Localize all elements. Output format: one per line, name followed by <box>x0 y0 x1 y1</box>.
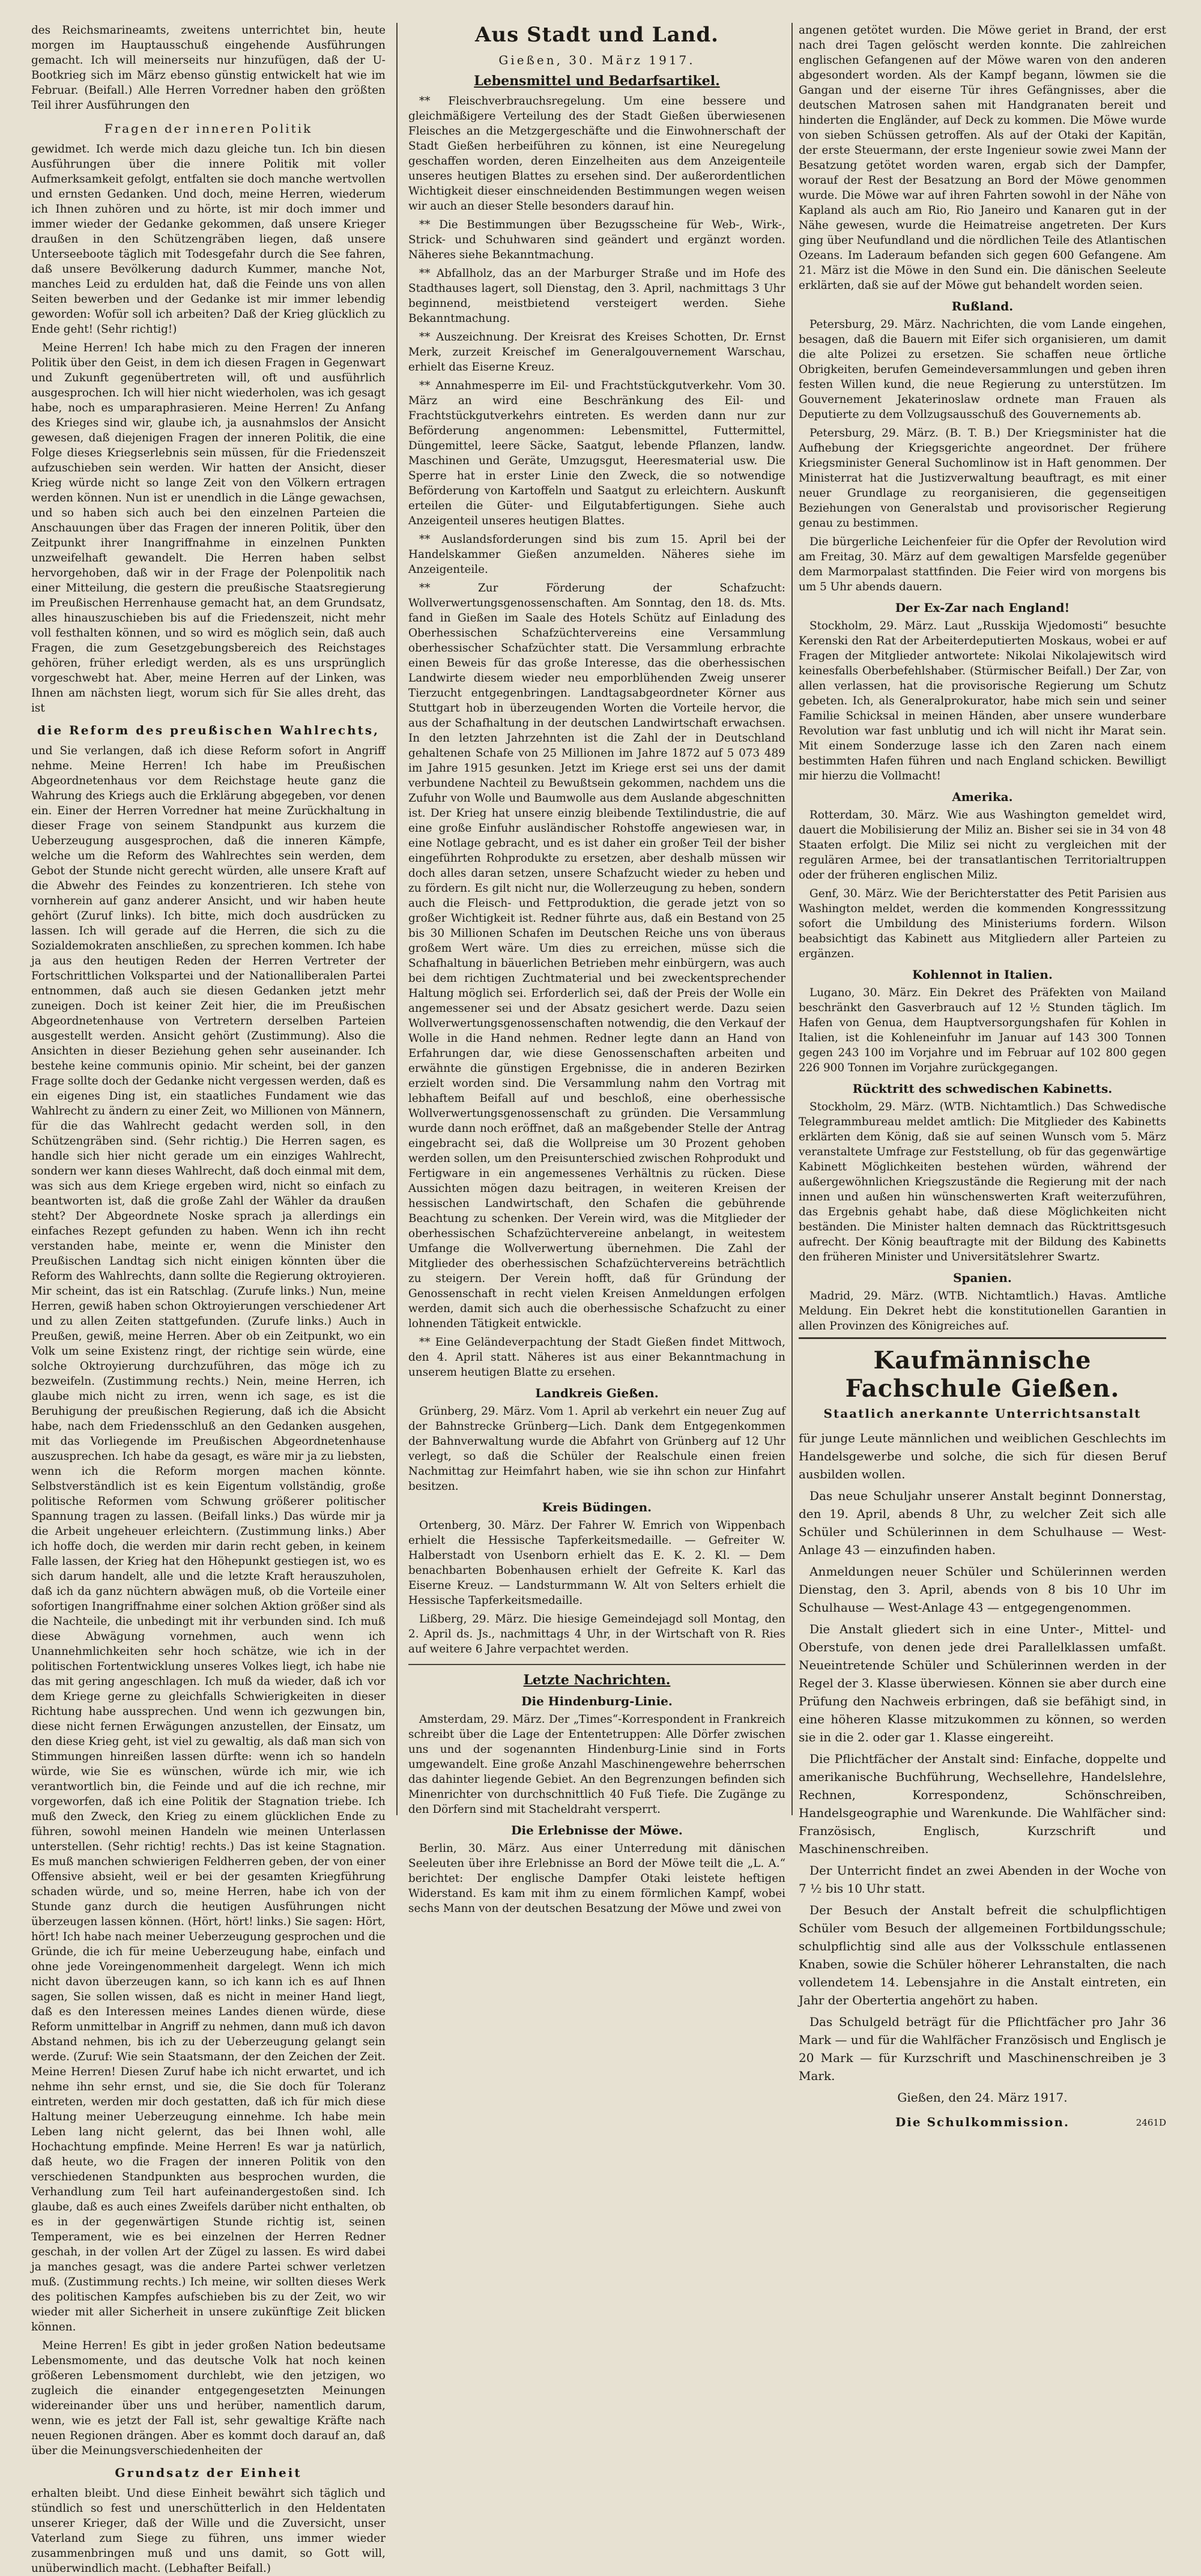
paragraph: und Sie verlangen, daß ich diese Reform sofort in Angriff nehme. Meine Herren! Ich habe im Preußischen Abgeordnetenhaus vor dem Reichstage heute ganz die Wahrung des Kriegs auch die Erklärung abgegeben, vor denen ein. Einer der Herren Vorredner hat meine Zurückhaltung in dieser Frage von seinem Standpunkt aus kurzem die Ueberzeugung ausgesprochen, daß die inneren Kämpfe, welche um die Reform des Wahlrechtes sein werden, dem Gebot der Stunde nicht gerecht würden, alle unsere Kraft auf die Abwehr des Feindes zu konzentrieren. Ich stehe von vornherein auf ganz anderer Ansicht, und wir haben heute gehört (Zuruf links). Ich bitte, mich doch ausdrücken zu lassen. Ich will gerade auf die Herren, die sich zu die Sozialdemokraten anschließen, zu sprechen kommen. Ich habe ja aus den heutigen Reden der Herren Vertreter der Fortschrittlichen Volkspartei und der Nationalliberalen Partei entnommen, daß auch sie diesen Gedanken jetzt mehr zuneigen. Doch ist keiner Zeit hier, die im Preußischen Abgeordnetenhause von Vertretern derselben Parteien ausgestellt werden. Ansicht gehört (Zustimmung). Also die Ansichten in dieser Beziehung gehen sehr auseinander. Ich bestehe keine communis opinio. Mir scheint, bei der ganzen Frage sollte doch der Gedanke nicht vergessen werden, daß es ein eigenes Ding ist, ein staatliches Fundament wie das Wahlrecht zu ändern zu einer Zeit, wo Millionen von Männern, für die das Wahlrecht gedacht werden soll, in den Schützengräben sind. (Sehr richtig.) Die Herren sagen, es handle sich hier nicht gerade um ein einziges Wahlrecht, sondern wer kann dieses Wahlrecht, daß doch einmal mit dem, was sich aus dem Kriege ergeben wird, nicht so einfach zu beantworten ist, daß die große Zahl der Wähler da draußen steht? Der Abgeordnete Noske sprach ja allerdings ein einfaches Rezept gefunden zu haben. Wenn ich ihn recht verstanden habe, meinte er, wenn die Minister den Preußischen Landtag sich nicht einigen könnten über die Reform des Wahlrechts, dann sollte die Regierung oktroyieren. Mir scheint, das ist ein Ratschlag. (Zurufe links.) Nun, meine Herren, gewiß haben schon Oktroyierungen verschiedener Art und zu allen Zeiten stattgefunden. (Zurufe links.) Auch in Preußen, gewiß, meine Herren. Aber ob ein Zeitpunkt, wo ein Volk um seine Existenz ringt, der richtige sein würde, eine solche Oktroyierung durchzuführen, das möge ich zu bezweifeln. (Zustimmung rechts.) Nein, meine Herren, ich glaube mich nicht zu irren, wenn ich sage, es ist die Beruhigung der preußischen Regierung, daß ich die Absicht habe, nach dem Friedensschluß an den Gedanken ausgehen, mit das Vorliegende im Preußischen Abgeordnetenhause auszusprechen. Ich habe da gesagt, es wäre mir ja zu liebsten, wenn ich die Reform morgen machen könnte. Selbstverständlich ist es kein Eigentum vollständig, große politische Reformen vom Schwung größerer politischer Spannung tragen zu lassen. (Beifall links.) Das würde mir ja die Arbeit ungeheuer erleichtern. (Zustimmung links.) Aber ich hoffe doch, die werden mir darin recht geben, in keinem Falle lassen, der Krieg hat den Höhepunkt gestiegen ist, wo es sich darum handelt, alle und die letzte Kraft herauszuholen, daß ich da ganz nüchtern abwägen muß, ob die Vorteile einer sofortigen Inangriffnahme einer solchen Aktion größer sind als die Nachteile, die unbedingt mit ihr verbunden sind. Ich muß diese Abwägung vornehmen, auch wenn ich Unannehmlichkeiten sehr hoch schätze, wie ich in der politischen Fortentwicklung unseres Volkes liegt, ich habe nie das mit gering angeschlagen. Ich muß da wieder, daß ich vor dem Kriege gerne zu gleichfalls Schwierigkeiten in dieser Richtung habe aussprechen. Und wenn ich gezwungen bin, diese nicht fernen Erwägungen anzustellen, der Einsatz, um den diese Krieg geht, ist viel zu gewaltig, als daß man sich von Stimmungen hinreißen lassen dürfte: wenn ich so handeln würde, wie Sie es wünschen, würde ich mir, wie ich verantwortlich bin, die Feinde und auf die ich rechne, mir vorgeworfen, daß ich eine Politik der Stagnation triebe. Ich muß den Zweck, den Krieg zu einem glücklichen Ende zu führen, sowohl meinen Handeln wie meinen Unterlassen unterstellen. (Sehr richtig! rechts.) Das ist keine Stagnation. Es muß manchen schwierigen Feldherren geben, der von einer Offensive absieht, weil er bei der gesamten Kriegführung schaden würde, und so, meine Herren, habe ich von der Stunde ganz durch die heutigen Ausführungen nicht überzeugen lassen können. (Hört, hört! links.) Sie sagen: Hört, hört! Ich habe nach meiner Ueberzeugung gesprochen und die Gründe, die ich für meine Ueberzeugung habe, einfach und ohne jede Voreingenommenheit dargelegt. Wenn ich mich nicht davon überzeugen kann, so ich kann ich es auf Ihnen sagen, Sie sollen wissen, daß es nicht in meiner Hand liegt, daß es den Interessen meines Landes dienen würde, diese Reform unmittelbar in Angriff zu nehmen, dann muß ich davon Abstand nehmen, bis ich zu der Ueberzeugung gelangt sein werde. (Zuruf: Wie sein Staatsmann, der den Zeichen der Zeit. Meine Herren! Diesen Zuruf habe ich nicht erwartet, und ich nehme ihn sehr ernst, und sie, die Sie doch für Toleranz eintreten, werden mir doch gestatten, daß ich für mich diese Haltung meiner Ueberzeugung einnehme. Ich habe mein Leben lang nicht gelernt, das bei Ihnen wohl, alle Hochachtung empfinde. Meine Herren! Es war ja natürlich, daß heute, wo die Fragen der inneren Politik von den verschiedenen Standpunkten aus besprochen wurden, die Verhandlung zum Teil hart aufeinandergestoßen sind. Ich glaube, daß es auch eines Zweifels darüber nicht enthalten, ob es in der gegenwärtigen Stunde richtig ist, seinen Temperament, wie es bei einzelnen der Herren Redner geschah, in der vollen Art der Zügel zu lassen. Es wird dabei ja manches gesagt, was die andere Partei schwer verletzen muß. (Zustimmung rechts.) Ich meine, wir sollten dieses Werk des politischen Kampfes aufschieben bis zu der Zeit, wo wir wieder mit aller Sicherheit in unsere zukünftige Zeit blicken können. <box>31 745 386 2333</box>
article: ** Zur Förderung der Schafzucht: Wollverwertungsgenossenschaften. Am Sonntag, den 18. ds. Mts. fand in Gießen im Saale des Hotels Schütz auf Einladung des Oberhessischen Schafzüchtervereins eine Versammlung oberhessischer Schafzüchter statt. Die Versammlung erbrachte einen Beweis für das große Interesse, das die oberhessischen Landwirte diesem wieder neu emporblühenden Zweig unserer Tierzucht entgegenbringen. Landtagsabgeordneter Körner aus Stuttgart hob in überzeugenden Worten die Vorteile hervor, die aus der Schafhaltung in der deutschen Landwirtschaft erwachsen. In den letzten Jahrzehnten ist die Zahl der in Deutschland gehaltenen Schafe von 25 Millionen im Jahre 1872 auf 5 073 489 im Jahre 1915 gesunken. Jetzt im Kriege erst sei uns der damit verbundene Nachteil zu Bewußtsein gekommen, nachdem uns die Zufuhr von Wolle und Baumwolle aus dem Auslande abgeschnitten ist. Der Krieg hat unsere einzig bleibende Textilindustrie, die auf eine große Einfuhr ausländischer Rohstoffe angewiesen war, in eine Notlage gebracht, und es ist daher ein großer Teil der bisher eingeführten Rohprodukte zu ersetzen, aber deshalb müssen wir doch alles daran setzen, unsere Schafzucht wieder zu heben und zu fördern. Es gilt nicht nur, die Wollerzeugung zu heben, sondern auch die Fleisch- und Fettproduktion, die gerade jetzt von so großer Wichtigkeit ist. Redner führte aus, daß ein Bestand von 25 bis 30 Millionen Schafen im Deutschen Reiche uns von überaus großem Wert wäre. Um dies zu erreichen, müsse sich die Schafhaltung in bäuerlichen Betrieben mehr einbürgern, was auch bei dem richtigen Zuchtmaterial und bei zweckentsprechender Haltung möglich sei. Erforderlich sei, daß der Preis der Wolle ein angemessener sei und der Absatz gesichert werde. Dazu seien Wollverwertungsgenossenschaften notwendig, die den Verkauf der Wolle in die Hand nehmen. Redner legte dann an Hand von Erfahrungen dar, wie diese Genossenschaften arbeiten und erwähnte die günstigen Ergebnisse, die in anderen Bezirken erzielt worden sind. Die Versammlung nahm den Vortrag mit lebhaftem Beifall auf und beschloß, eine oberhessische Wollverwertungsgenossenschaft zu gründen. Die Versammlung wurde dann noch eröffnet, daß an maßgebender Stelle der Antrag eingebracht sei, daß die Wollpreise um 30 Prozent gehoben werden sollen, um den Preisunterschied zwischen Rohprodukt und Fertigware in ein angemessenes Verhältnis zu rücken. Diese Aussichten mögen dazu beitragen, in weiteren Kreisen der hessischen Landwirtschaft, den Schafen die gebührende Beachtung zu schenken. Der Verein wird, was die Mitglieder der oberhessischen Schafzüchtervereine anbelangt, in weitestem Umfange die Wollverwertung übernehmen. Die Zahl der Mitglieder des oberhessischen Schafzüchtervereins beträchtlich zu steigern. Der Verein hofft, daß für Gründung der Genossenschaft in recht vielen Kreisen Anmeldungen erfolgen werden, damit sich auch die oberhessische Schafzucht zu einer lohnenden Tätigkeit entwickle. <box>408 582 785 1330</box>
section-heading: Kreis Büdingen. <box>542 1500 652 1514</box>
ad-paragraph: Die Pflichtfächer der Anstalt sind: Einfache, doppelte und amerikanische Buchführung, Wechsellehre, Handelslehre, Rechnen, Korrespondenz, Schönschreiben, Handelsgeographie und Warenkunde. Die Wahlfächer sind: Französisch, Englisch, Kurzschrift und Maschinenschreiben. <box>799 1752 1166 1856</box>
article: Rotterdam, 30. März. Wie aus Washington gemeldet wird, dauert die Mobilisierung der Miliz an. Bisher sei sie in 34 von 48 Staaten erfolgt. Die Miliz sei nicht zu vergleichen mit der regulären Armee, bei der transatlantischen Territorialtruppen oder der früheren englischen Miliz. <box>799 809 1166 881</box>
ad-number: 2461D <box>1136 2117 1166 2128</box>
article: ** Abfallholz, das an der Marburger Straße und im Hofe des Stadthauses lagert, soll Dienstag, den 3. April, nachmittags 3 Uhr beginnend, meistbietend versteigert werden. Siehe Bekanntmachung. <box>408 267 785 325</box>
ad-paragraph: Der Unterricht findet an zwei Abenden in der Woche von 7 ½ bis 10 Uhr statt. <box>799 1863 1166 1896</box>
ad-subtitle: Staatlich anerkannte Unterrichtsanstalt <box>823 1406 1142 1421</box>
section-heading: Der Ex-Zar nach England! <box>895 600 1070 615</box>
ad-paragraph: Das neue Schuljahr unserer Anstalt beginnt Donnerstag, den 19. April, abends 8 Uhr, zu welcher Zeit sich alle Schüler und Schülerinnen in dem Schulhause — West-Anlage 43 — einzufinden haben. <box>799 1489 1166 1557</box>
article: Lugano, 30. März. Ein Dekret des Präfekten von Mailand beschränkt den Gasverbrauch auf 12 ½ Stunden täglich. Im Hafen von Genua, dem Hauptversorgungshafen für Kohlen in Italien, ist die Kohleneinfuhr im Januar auf 143 300 Tonnen gegen 243 100 im Vorjahre und im Februar auf 102 800 gegen 226 900 Tonnen im Vorjahre zurückgegangen. <box>799 987 1166 1074</box>
ad-signature: Die Schulkommission. <box>895 2115 1069 2129</box>
article: Petersburg, 29. März. Nachrichten, die vom Lande eingehen, besagen, daß die Bauern mit Eifer sich organisieren, um damit die alte Polizei zu ersetzen. Sie schaffen neue örtliche Obrigkeiten, berufen Gemeindeversammlungen und geben ihren festen Willen kund, die neue Regierung zu unterstützen. Im Gouvernement Jekaterinoslaw ordnete man Frauen als Deputierte zu dem Vollzugsausschuß des Gouvernements ab. <box>799 318 1166 421</box>
section-heading: Letzte Nachrichten. <box>523 1672 671 1688</box>
paragraph: erhalten bleibt. Und diese Einheit bewährt sich täglich und stündlich so fest und unerschütterlich in den Heldentaten unserer Krieger, daß der Wille und die Zuversicht, unser Vaterland zum Siege zu führen, uns immer wieder zusammenbringen muß und uns damit, so Gott will, unüberwindlich macht. (Lebhafter Beifall.) <box>31 2487 386 2575</box>
article: ** Fleischverbrauchsregelung. Um eine bessere und gleichmäßigere Verteilung des der Stadt Gießen überwiesenen Fleisches an die Metzgergeschäfte und die Einwohnerschaft der Stadt Gießen herbeiführen zu können, ist eine Neuregelung geschaffen worden, deren Einzelheiten aus dem Anzeigenteile unseres heutigen Blattes zu ersehen sind. Der außerordentlichen Wichtigkeit dieser einschneidenden Bestimmungen wegen weisen wir auch an dieser Stelle besonders darauf hin. <box>408 95 785 213</box>
ad-paragraph: Die Anstalt gliedert sich in eine Unter-, Mittel- und Oberstufe, von denen jede drei Parallelklassen umfaßt. Neueintretende Schüler und Schülerinnen werden in der Regel der 3. Klasse überwiesen. Können sie aber durch eine Prüfung den Nachweis erbringen, daß sie befähigt sind, in eine höheren Klasse mitzukommen zu können, so werden sie in die 2. oder gar 1. Klasse eingereiht. <box>799 1622 1166 1744</box>
article: angenen getötet wurden. Die Möwe geriet in Brand, der erst nach drei Tagen gelöscht werden konnte. Die zahlreichen englischen Gefangenen auf der Möwe waren von den anderen abgesondert worden. Als der Kampf begann, löwmen sie die Gangan und der eiserne Tür ihres Gefängnisses, aber die deutschen Matrosen sahen mit Handgranaten bereit und hinderten die Engländer, auf Deck zu kommen. Die Möwe wurde von sieben Schüssen getroffen. Als auf der Otaki der Kapitän, der erste Steuermann, der erste Ingenieur sowie zwei Mann der Besatzung getötet worden waren, ergab sich der Dampfer, worauf der Rest der Besatzung an Bord der Möwe genommen wurde. Die Möwe war auf ihren Fahrten sowohl in der Nähe von Kapland als auch am Rio, Rio Janeiro und Kanaren gut in der Nähe gewesen, wurde die Heimatreise angetreten. Der Kurs ging über Neufundland und die nördlichen Teile des Atlantischen Ozeans. Im Laderaum befanden sich gegen 600 Gefangene. Am 21. März ist die Möwe in den Sund ein. Die dänischen Seeleute erklärten, daß sie auf der Möwe gut behandelt worden seien. <box>799 24 1166 292</box>
article: Stockholm, 29. März. Laut „Russkija Wjedomosti“ besuchte Kerenski den Rat der Arbeiterdeputierten Moskaus, wobei er auf Fragen der Mitglieder antwortete: Nikolai Nikolajewitsch wird keinesfalls Oberbefehlshaber. (Stürmischer Beifall.) Der Zar, von allen verlassen, hat die provisorische Regierung um Schutz gebeten. Ich, als Generalprokurator, habe mich sein und seiner Familie Schicksal in meinen Händen, aber unsere wunderbare Revolution war fast unblutig und ich will nicht ihr Marat sein. Mit einem Sonderzuge lasse ich den Zaren nach einem bestimmten Hafen führen und nach England schicken. Bewilligt mir hierzu die Vollmacht! <box>799 620 1166 782</box>
article: Genf, 30. März. Wie der Berichterstatter des Petit Parisien aus Washington meldet, werden die kommenden Kongresssitzung sofort die Umbildung des Ministeriums fordern. Wilson beabsichtigt das Kabinett aus Mitgliedern aller Parteien zu ergänzen. <box>799 887 1166 960</box>
paragraph: gewidmet. Ich werde mich dazu gleiche tun. Ich bin diesen Ausführungen über die innere Politik mit voller Aufmerksamkeit gefolgt, entfalten sie doch manche wertvollen und ernsten Gedanken. Und doch, meine Herren, wiederum ich Ihnen zuhören und zu hörte, ist mir doch immer und immer wieder der Gedanke gekommen, daß unsere Krieger draußen in den Schützengräben liegen, daß unsere Unterseeboote täglich mit Todesgefahr durch die See fahren, daß unsere Bevölkerung dadurch Kummer, manche Not, manches Leid zu erdulden hat, daß die Feinde uns von allen Seiten bewerben und der Gedanke ist mir immer lebendig geworden: Wofür soll ich arbeiten? Daß der Krieg glücklich zu Ende geht! (Sehr richtig!) <box>31 143 386 336</box>
paragraph: Meine Herren! Ich habe mich zu den Fragen der inneren Politik über den Geist, in dem ich diesen Fragen in Gegenwart und Zukunft gegenübertreten will, oft und ausführlich ausgesprochen. Ich will hier nicht wiederholen, was ich gesagt habe, noch es umparaphrasieren. Meine Herren! Zu Anfang des Krieges sind wir, glaube ich, ja ausnahmslos der Ansicht gewesen, daß diejenigen Fragen der inneren Politik, die eine Folge dieses Kriegserlebnis sein müssen, für die Friedenszeit aufzuschieben sein werden. Wir hatten der Ansicht, dieser Krieg würde nicht so lange Zeit von den Völkern ertragen werden können. Nun ist er unendlich in die Länge gewachsen, und so haben sich auch bei den einzelnen Parteien die Anschauungen über das Fragen der inneren Politik, über den Zeitpunkt ihrer Inangriffnahme in einzelnen Punkten unzweifelhaft gewandelt. Die Herren haben selbst hervorgehoben, daß wir in der Frage der Polenpolitik nach einer Mitteilung, die gestern die preußische Staatsregierung im Preußischen Herrenhause gemacht hat, an dem Grundsatz, alles hinauszuschieben bis auf die Friedenszeit, nicht mehr voll festhalten können, und so wird es möglich sein, daß auch Fragen, die zum Gesetzgebungsbereich des Reichstages gehören, früher erledigt werden, als es uns ursprünglich vorgeschwebt hat. Aber, meine Herren auf der Linken, was Ihnen am nächsten liegt, worum sich für Sie alles dreht, das ist <box>31 342 386 715</box>
article: Lißberg, 29. März. Die hiesige Gemeindejagd soll Montag, den 2. April ds. Js., nachmittags 4 Uhr, in der Wirtschaft von R. Ries auf weitere 6 Jahre verpachtet werden. <box>408 1613 785 1655</box>
column-2 <box>408 23 785 1915</box>
section-title: Aus Stadt und Land. <box>475 23 719 47</box>
subheading: Fragen der inneren Politik <box>104 121 313 136</box>
section-heading: Rücktritt des schwedischen Kabinetts. <box>852 1081 1113 1096</box>
section-heading: Kohlennot in Italien. <box>912 967 1053 982</box>
article: Petersburg, 29. März. (B. T. B.) Der Kriegsminister hat die Aufhebung der Kriegsgerichte angeordnet. Der frühere Kriegsminister General Suchomlinow ist in Haft genommen. Der Ministerrat hat die Justizverwaltung beauftragt, es mit einer neuer Grundlage zu reorganisieren, die gegenseitigen Beziehungen von Generalstab und provisorischer Regierung genau zu bestimmen. <box>799 427 1166 530</box>
article: ** Auszeichnung. Der Kreisrat des Kreises Schotten, Dr. Ernst Merk, zurzeit Kreischef im Generalgouvernement Warschau, erhielt das Eiserne Kreuz. <box>408 331 785 373</box>
paragraph: Meine Herren! Es gibt in jeder großen Nation bedeutsame Lebensmomente, und das deutsche Volk hat noch keinen größeren Lebensmoment durchlebt, wie den jetzigen, wo zugleich die einander entgegengesetzten Meinungen widereinander über uns und herüber, namentlich darum, wenn, wie es jetzt der Fall ist, sehr gewaltige Kräfte nach neuen Regionen drängen. Aber es kommt doch darauf an, daß über die Meinungsverschiedenheiten der <box>31 2339 386 2457</box>
dateline: Gießen, 30. März 1917. <box>498 53 695 67</box>
paragraph: des Reichsmarineamts, zweitens unterrichtet bin, heute morgen im Hauptausschuß eingehende Ausführungen gemacht. Ich will meinerseits nur hinzufügen, daß der U-Bootkrieg sich im März ebenso günstig entwickelt hat wie im Februar. (Beifall.) Alle Herren Vorredner haben den größten Teil ihrer Ausführungen den <box>31 24 386 112</box>
school-advertisement <box>799 1337 1166 2128</box>
section-heading: Die Hindenburg-Linie. <box>521 1694 673 1708</box>
ad-paragraph: Der Besuch der Anstalt befreit die schulpflichtigen Schüler vom Besuch der allgemeinen Fortbildungsschule; schulpflichtig sind alle aus der Volksschule entlassenen Knaben, sowie die Schüler höherer Lehranstalten, die nach vollendetem 14. Lebensjahre in die Anstalt eintreten, ein Jahr der Obertertia angehört zu haben. <box>799 1903 1166 2007</box>
section-heading: Landkreis Gießen. <box>535 1386 659 1400</box>
subheading: Grundsatz der Einheit <box>115 2466 302 2480</box>
column-3 <box>799 23 1166 2129</box>
article: Ortenberg, 30. März. Der Fahrer W. Emrich von Wippenbach erhielt die Hessische Tapferkeitsmedaille. — Gefreiter W. Halberstadt von Usenborn erhielt das E. K. 2. Kl. — Dem benachbarten Bobenhausen erhielt der Gefreite K. Karl das Eiserne Kreuz. — Landsturmmann W. Alt von Selters erhielt die Hessische Tapferkeitsmedaille. <box>408 1519 785 1607</box>
column-rule <box>396 23 398 1815</box>
column-1 <box>31 23 386 2575</box>
article: Madrid, 29. März. (WTB. Nichtamtlich.) Havas. Amtliche Meldung. Ein Dekret hebt die konstitutionellen Garantien in allen Provinzen des Königreiches auf. <box>799 1290 1166 1332</box>
article: Stockholm, 29. März. (WTB. Nichtamtlich.) Das Schwedische Telegrammbureau meldet amtlich: Die Mitglieder des Kabinetts erklärten dem König, daß sie auf seinen Wunsch vom 5. März veranstaltete Umfrage zur Feststellung, ob für das gegenwärtige Kabinett Möglichkeiten bestehen würden, während der außergewöhnlichen Kriegszustände die Regierung mit der nach innen und außen hin wünschenswerten Kraft weiterzuführen, das Ergebnis gehabt habe, daß diese Möglichkeiten nicht beständen. Die Minister halten demnach das Rücktrittsgesuch aufrecht. Der König beauftragte mit der Bildung des Kabinetts den früheren Minister und Universitätslehrer Swartz. <box>799 1101 1166 1263</box>
section-heading: Spanien. <box>953 1271 1012 1285</box>
article: Berlin, 30. März. Aus einer Unterredung mit dänischen Seeleuten über ihre Erlebnisse an Bord der Möwe teilt die „L. A.“ berichtet: Der englische Dampfer Otaki leistete heftigen Widerstand. Es kam mit ihm zu einem förmlichen Kampf, wobei sechs Mann von der deutschen Besatzung der Möwe und zwei von <box>408 1842 785 1915</box>
ad-paragraph: Das Schulgeld beträgt für die Pflichtfächer pro Jahr 36 Mark — und für die Wahlfächer Französisch und Englisch je 20 Mark — für Kurzschrift und Maschinenschreiben je 3 Mark. <box>799 2015 1166 2083</box>
article: ** Die Bestimmungen über Bezugsscheine für Web-, Wirk-, Strick- und Schuhwaren sind geändert und ergänzt worden. Näheres siehe Bekanntmachung. <box>408 219 785 261</box>
article: Die bürgerliche Leichenfeier für die Opfer der Revolution wird am Freitag, 30. März auf dem gewaltigen Marsfelde gegenüber dem Marmorpalast stattfinden. Die Feier wird von morgens bis um 5 Uhr abends dauern. <box>799 536 1166 593</box>
article: Amsterdam, 29. März. Der „Times“-Korrespondent in Frankreich schreibt über die Lage der Ententetruppen: Alle Dörfer zwischen uns und der sogenannten Hindenburg-Linie sind in Forts umgewandelt. Eine große Anzahl Maschinengewehre beherrschen das dahinter liegende Gebiet. An den Begrenzungen befinden sich Minenrichter von durchschnittlich 40 Fuß Tiefe. Die Zugänge zu den Dörfern sind mit Stacheldraht versperrt. <box>408 1713 785 1816</box>
article: ** Eine Geländeverpachtung der Stadt Gießen findet Mittwoch, den 4. April statt. Näheres ist aus einer Bekanntmachung in unserem heutigen Blatte zu ersehen. <box>408 1336 785 1379</box>
ad-paragraph: für junge Leute männlichen und weiblichen Geschlechts im Handelsgewerbe und solche, die sich für diesen Beruf ausbilden wollen. <box>799 1431 1166 1481</box>
section-heading: Amerika. <box>952 790 1013 804</box>
section-heading: Die Erlebnisse der Möwe. <box>511 1823 683 1837</box>
ad-paragraph: Anmeldungen neuer Schüler und Schülerinnen werden Dienstag, den 3. April, abends von 8 bis 10 Uhr im Schulhause — West-Anlage 43 — entgegengenommen. <box>799 1564 1166 1615</box>
ad-date: Gießen, den 24. März 1917. <box>897 2090 1068 2105</box>
section-heading: Rußland. <box>951 299 1014 313</box>
section-heading: Lebensmittel und Bedarfsartikel. <box>474 73 720 89</box>
ad-title: Kaufmännische Fachschule Gießen. <box>845 1346 1120 1403</box>
column-rule <box>791 23 793 1815</box>
divider <box>408 1664 785 1665</box>
article: Grünberg, 29. März. Vom 1. April ab verkehrt ein neuer Zug auf der Bahnstrecke Grünberg—Lich. Dank dem Entgegenkommen der Bahnverwaltung wurde die Abfahrt von Grünberg auf 12 Uhr verlegt, so daß die Schüler der Realschule einen freien Nachmittag zur Heimfahrt haben, wie sie ihn schon zur Hinfahrt besitzen. <box>408 1405 785 1493</box>
subheading: die Reform des preußischen Wahlrechts, <box>37 723 380 737</box>
article: ** Annahmesperre im Eil- und Frachtstückgutverkehr. Vom 30. März an wird eine Beschränkung des Eil- und Frachtstückgutverkehrs eintreten. Es werden dann nur zur Beförderung angenommen: Lebensmittel, Futtermittel, Düngemittel, leere Säcke, Saatgut, lebende Pflanzen, landw. Maschinen und Geräte, Umzugsgut, Heeresmaterial usw. Die Sperre hat in erster Linie den Zweck, die so notwendige Beförderung von Kartoffeln und Saatgut zu erleichtern. Auskunft erteilen die Güter- und Eilgutabfertigungen. Siehe auch Anzeigenteil unseres heutigen Blattes. <box>408 379 785 527</box>
article: ** Auslandsforderungen sind bis zum 15. April bei der Handelskammer Gießen anzumelden. Näheres siehe im Anzeigenteile. <box>408 533 785 576</box>
